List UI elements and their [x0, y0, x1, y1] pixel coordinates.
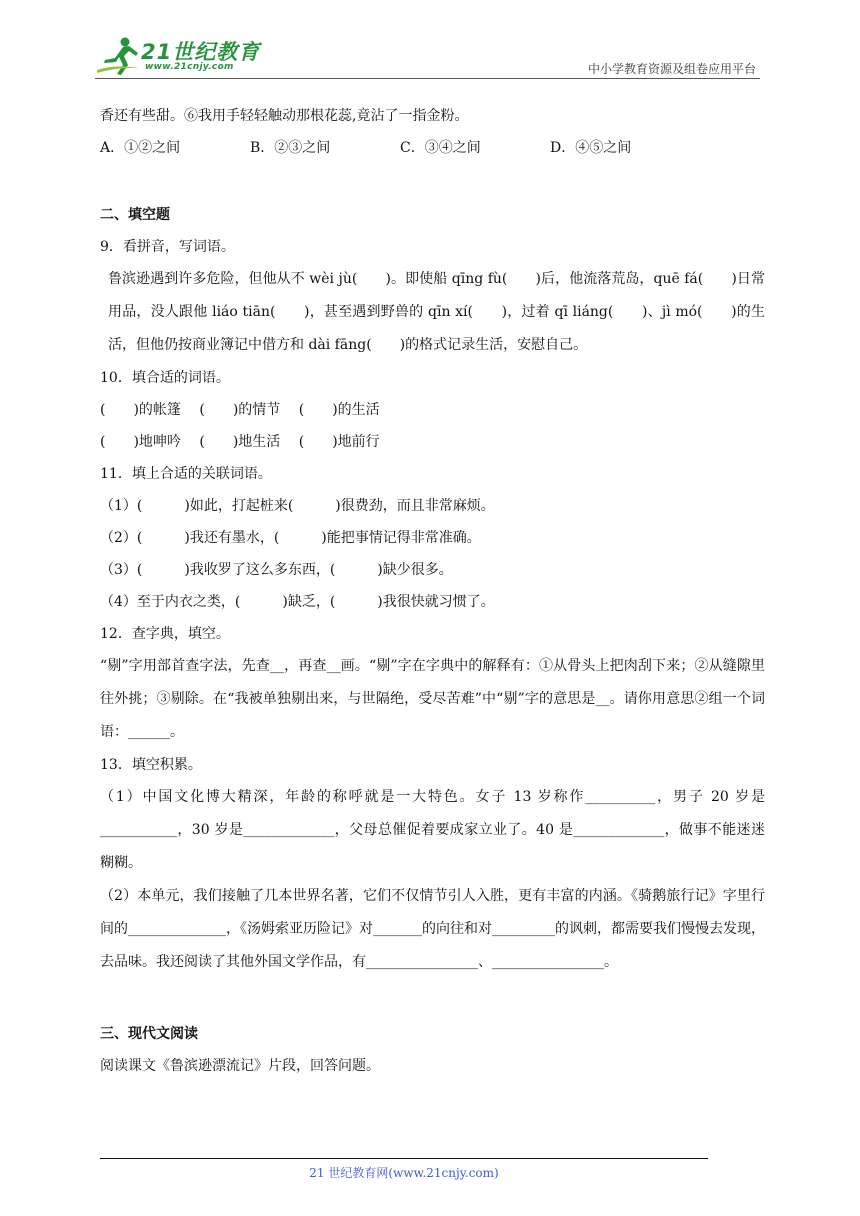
fill-row: ( )地呻吟 ( )地生活 ( )地前行 [100, 434, 380, 450]
fill-row: （2）( )我还有墨水，( )能把事情记得非常准确。 [100, 530, 481, 546]
question-body: （2）本单元，我们接触了几本世界名著，它们不仅情节引人入胜，更有丰富的内涵。《骑鹅旅行记》字里行间的______________，《汤姆索亚历险记》对_______的向往和对_________的讽刺，都需要我们慢慢去发现，去品味。我还阅读了其他外国文学作品，有________________、________________。 [100, 888, 765, 970]
reading-intro: 阅读课文《鲁滨逊漂流记》片段，回答问题。 [100, 1058, 380, 1074]
question-body: （1）中国文化博大精深，年龄的称呼就是一大特色。女子 13 岁称作__________，男子 20 岁是___________，30 岁是_____________，父母总催促着要成家立业了。40 是_____________，做事不能迷迷糊糊。 [100, 789, 765, 871]
document-body [100, 100, 765, 1082]
option-a[interactable]: A．①②之间 [100, 140, 181, 156]
fill-row: ( )的帐篷 ( )的情节 ( )的生活 [100, 402, 380, 418]
question-title: 12．查字典，填空。 [100, 626, 230, 642]
text-line: 香还有些甜。⑥我用手轻轻触动那根花蕊,竟沾了一指金粉。 [100, 108, 469, 124]
logo-url: www.21cnjy.com [145, 62, 234, 72]
question-body: 鲁滨逊遇到许多危险，但他从不 wèi jù( )。即使船 qīng fù( )后，他流落荒岛，quē fá( )日常用品，没人跟他 liáo tiān( )，甚至遇到野兽的 qīn xí( )，过着 qī liáng( )、jì mó( )的生活，但他仍按商业簿记中借方和 dài fāng( )的格式记录生活，安慰自己。 [108, 271, 765, 353]
answer-options [100, 132, 765, 164]
platform-name: 中小学教育资源及组卷应用平台 [587, 62, 756, 76]
option-d[interactable]: D．④⑤之间 [550, 140, 632, 156]
page-header [95, 30, 760, 80]
fill-row: （4）至于内衣之类，( )缺乏，( )我很快就习惯了。 [100, 594, 495, 610]
option-c[interactable]: C．③④之间 [400, 140, 481, 156]
site-logo[interactable] [95, 36, 295, 76]
section-title: 二、填空题 [100, 207, 170, 223]
option-b[interactable]: B．②③之间 [250, 140, 331, 156]
question-title: 11．填上合适的关联词语。 [100, 466, 272, 482]
header-rule [95, 78, 760, 79]
logo-text: 21世纪教育 [141, 40, 261, 64]
section-title: 三、现代文阅读 [100, 1026, 198, 1042]
fill-row: （1）( )如此，打起桩来( )很费劲，而且非常麻烦。 [100, 498, 495, 514]
runner-icon [95, 36, 141, 76]
question-title: 9．看拼音，写词语。 [100, 239, 235, 255]
question-title: 10．填合适的词语。 [100, 370, 230, 386]
footer-rule [100, 1158, 708, 1159]
question-body: “剔”字用部首查字法，先查__，再查__画。“剔”字在字典中的解释有：①从骨头上把肉刮下来；②从缝隙里往外挑；③剔除。在“我被单独剔出来，与世隔绝，受尽苦难”中“剔”字的意思是__。请你用意思②组一个词语：______。 [100, 658, 765, 740]
page-footer[interactable]: 21 世纪教育网(www.21cnjy.com) [309, 1166, 499, 1180]
question-title: 13．填空积累。 [100, 757, 202, 773]
fill-row: （3）( )我收罗了这么多东西，( )缺少很多。 [100, 562, 453, 578]
